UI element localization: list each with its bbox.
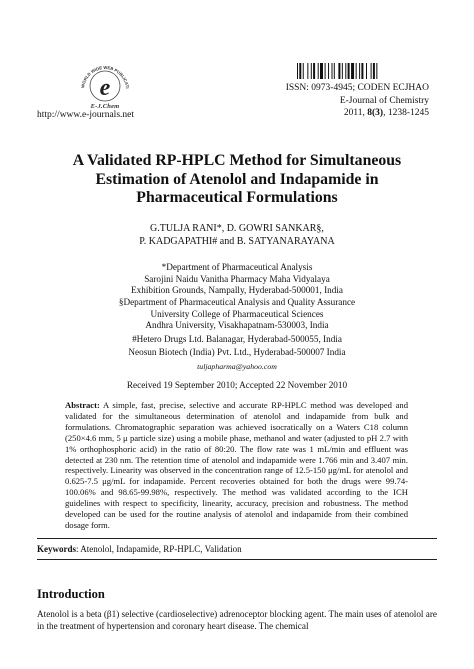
abstract-text: A simple, fast, precise, selective and accurate RP-HPLC method was developed and validated for the simultaneous determination of atenolol and indapamide from bulk and formulations. Chromatographic separation was achieved isocratically on a Waters C18 column (250×4.6 mm, 5 μ particle size) using a mobile phase, methanol and water (adjusted to pH 2.7 with 1% orthophosphoric acid) in the ratio of 80:20. The flow rate was 1 mL/min and effluent was detected at 230 nm. The retention time of atenolol and indapamide were 1.766 min and 3.407 min. respectively. Linearity was observed in the concentration range of 12.5-150 μg/mL for atenolol and 0.625-7.5 μg/mL for indapamide. Percent recoveries obtained for both the drugs were 99.74-100.06% and 98.65-99.98%, respectively. The method was validated according to the ICH guidelines with respect to specificity, linearity, accuracy, precision and robustness. The method developed can be used for the routine analysis of atenolol and indapamide from their combined dosage form. bbox=[65, 400, 408, 530]
barcode-bar bbox=[351, 63, 354, 79]
journal-name: E-Journal of Chemistry bbox=[339, 95, 429, 106]
authors bbox=[40, 223, 434, 248]
barcode-bar bbox=[328, 63, 329, 79]
barcode-bar bbox=[338, 63, 340, 79]
barcode-bar bbox=[318, 63, 319, 79]
journal-url[interactable]: http://www.e-journals.net bbox=[37, 110, 135, 120]
author-line: P. KADGAPATHI# and B. SATYANARAYANA bbox=[139, 235, 335, 247]
barcode-bar bbox=[373, 63, 375, 79]
intro-paragraph: Atenolol is a beta (β1) selective (cardioselective) adrenoceptor blocking agent. The main uses of atenolol are in the treatment of hypertension and coronary heart disease. The chemical bbox=[37, 609, 437, 631]
issn-line: ISSN: 0973-4945; CODEN ECJHAO bbox=[285, 83, 429, 93]
barcode-bar bbox=[348, 63, 350, 79]
barcode-bar bbox=[332, 63, 333, 79]
affiliation-2: §Department of Pharmaceutical Analysis and Quality Assurance University College of Pharmaceutical Sciences Andhra University, Visakhapatnam-530003, India bbox=[118, 297, 356, 330]
divider-top bbox=[37, 538, 437, 539]
section-heading-introduction: Introduction bbox=[37, 587, 105, 601]
barcode-bar bbox=[371, 63, 372, 79]
barcode-bar bbox=[325, 63, 326, 79]
barcode-bar bbox=[303, 63, 304, 79]
journal-info bbox=[286, 82, 429, 120]
affiliation-3: #Hetero Drugs Ltd. Balanagar, Hyderabad-500055, India bbox=[132, 334, 342, 344]
logo-ring-text: WORLD WIDE WEB PUBLICATI bbox=[80, 64, 130, 89]
barcode-bar bbox=[299, 63, 301, 79]
title-line: Estimation of Atenolol and Indapamide in bbox=[95, 170, 379, 188]
barcode bbox=[297, 63, 408, 79]
barcode-bar bbox=[345, 63, 346, 79]
author-line: G.TULJA RANI*, D. GOWRI SANKAR§, bbox=[150, 223, 324, 234]
keywords: Keywords: Atenolol, Indapamide, RP-HPLC, Validation bbox=[37, 544, 242, 554]
paper-title bbox=[40, 152, 434, 208]
barcode-bar bbox=[342, 63, 343, 79]
barcode-bar bbox=[361, 63, 363, 79]
barcode-bar bbox=[359, 63, 360, 79]
barcode-bar bbox=[334, 63, 335, 79]
affiliation-4: Neosun Biotech (India) Pvt. Ltd., Hyderabad-500007 India bbox=[128, 347, 346, 357]
barcode-bar bbox=[356, 63, 357, 79]
journal-logo bbox=[76, 58, 134, 108]
received-accepted-dates: Received 19 September 2010; Accepted 22 November 2010 bbox=[126, 380, 348, 390]
affiliation-1: *Department of Pharmaceutical Analysis Sarojini Naidu Vanitha Pharmacy Maha Vidyalaya Exhibition Grounds, Nampally, Hyderabad-500001, India bbox=[131, 262, 343, 295]
logo-letter: e bbox=[99, 75, 111, 101]
abstract bbox=[65, 400, 408, 531]
citation: 2011, 8(3), 1238-1245 bbox=[343, 108, 429, 118]
divider-bottom bbox=[37, 559, 437, 560]
barcode-bar bbox=[297, 63, 298, 79]
barcode-bar bbox=[313, 63, 315, 79]
barcode-bar bbox=[366, 63, 367, 79]
title-line: A Validated RP-HPLC Method for Simultaneous bbox=[72, 152, 402, 169]
barcode-bar bbox=[311, 63, 312, 79]
corresponding-email[interactable]: tuljapharma@yahoo.com bbox=[197, 362, 277, 371]
barcode-bar bbox=[376, 63, 377, 79]
barcode-bar bbox=[307, 63, 308, 79]
abstract-label: Abstract: bbox=[65, 400, 100, 410]
logo-caption: E-J.Chem bbox=[90, 103, 120, 110]
barcode-bar bbox=[320, 63, 323, 79]
title-line: Pharmaceutical Formulations bbox=[136, 189, 338, 206]
